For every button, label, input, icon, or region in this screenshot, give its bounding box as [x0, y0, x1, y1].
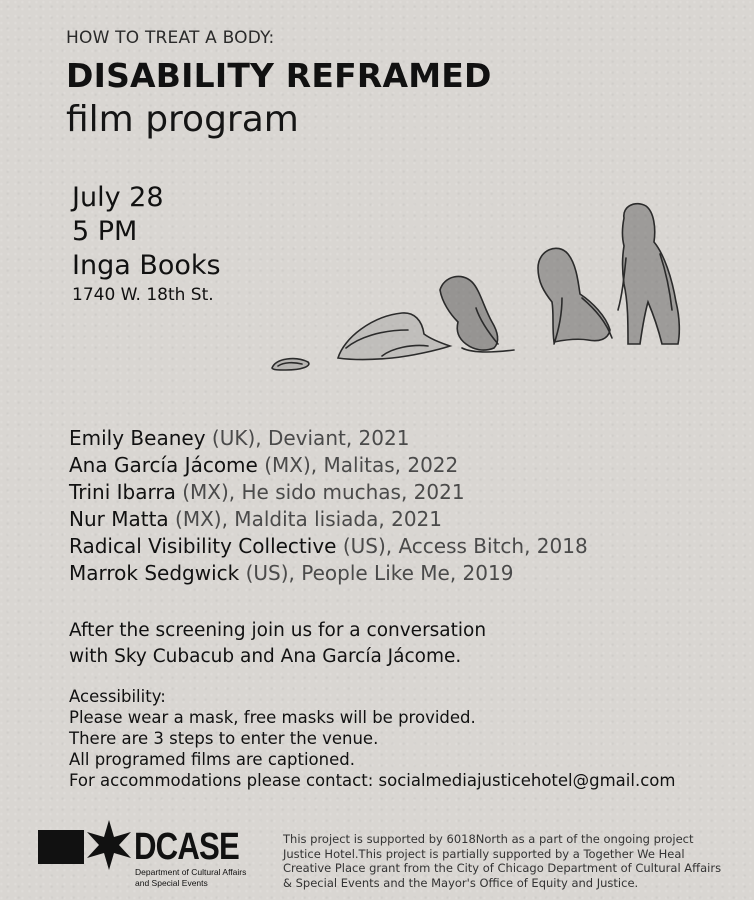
- film-director: Emily Beaney: [69, 426, 206, 450]
- figure-kneeling: [440, 276, 514, 352]
- film-list: [69, 425, 588, 587]
- film-detail: (US), Access Bitch, 2018: [336, 534, 588, 558]
- film-director: Ana García Jácome: [69, 453, 258, 477]
- film-director: Trini Ibarra: [69, 480, 176, 504]
- logo-department: [135, 867, 246, 889]
- support-statement: This project is supported by 6018North as a part of the ongoing project Justice Hotel.This project is partially supported by a Together We Heal Creative Place grant from the City of Chicago Department of Cultural Affairs & Special Events and the Mayor's Office of Equity and Justice.: [283, 832, 722, 890]
- kicker: HOW TO TREAT A BODY:: [66, 28, 275, 48]
- event-date: July 28: [72, 182, 164, 213]
- film-item: [69, 560, 588, 587]
- figure-curled-small: [272, 359, 309, 370]
- film-item: [69, 506, 588, 533]
- conversation-line: with Sky Cubacub and Ana García Jácome.: [69, 646, 462, 667]
- film-director: Radical Visibility Collective: [69, 534, 337, 558]
- film-director: Marrok Sedgwick: [69, 561, 240, 585]
- conversation-note: [69, 618, 486, 670]
- film-director: Nur Matta: [69, 507, 169, 531]
- film-detail: (MX), Maldita lisiada, 2021: [168, 507, 442, 531]
- chicago-star-icon: [86, 820, 132, 870]
- event-address: 1740 W. 18th St.: [72, 285, 214, 305]
- film-detail: (MX), Malitas, 2022: [257, 453, 459, 477]
- logo-department-line: and Special Events: [135, 878, 208, 888]
- film-item: [69, 533, 588, 560]
- accessibility-contact: For accommodations please contact: socialmediajusticehotel@gmail.com: [69, 771, 676, 790]
- logo-wordmark: DCASE: [134, 826, 239, 868]
- accessibility-info: [69, 686, 675, 791]
- film-detail: (MX), He sido muchas, 2021: [175, 480, 465, 504]
- film-detail: (US), People Like Me, 2019: [239, 561, 514, 585]
- event-info: [72, 181, 221, 307]
- figures-illustration: [262, 198, 702, 378]
- film-item: [69, 479, 588, 506]
- logo-department-line: Department of Cultural Affairs: [135, 867, 247, 877]
- accessibility-line: All programed films are captioned.: [69, 750, 355, 769]
- figure-rising: [538, 248, 612, 344]
- event-venue: Inga Books: [72, 250, 221, 281]
- accessibility-heading: Acessibility:: [69, 687, 166, 706]
- logo-square-icon: [38, 830, 84, 864]
- film-detail: (UK), Deviant, 2021: [205, 426, 410, 450]
- figure-bowing: [338, 313, 450, 360]
- accessibility-line: Please wear a mask, free masks will be provided.: [69, 708, 476, 727]
- film-item: [69, 452, 588, 479]
- conversation-line: After the screening join us for a conversation: [69, 620, 487, 641]
- figure-standing: [618, 204, 679, 344]
- page-title: DISABILITY REFRAMED: [66, 56, 492, 95]
- event-time: 5 PM: [72, 216, 138, 247]
- page-subtitle: film program: [66, 99, 299, 140]
- accessibility-line: There are 3 steps to enter the venue.: [69, 729, 379, 748]
- film-item: [69, 425, 588, 452]
